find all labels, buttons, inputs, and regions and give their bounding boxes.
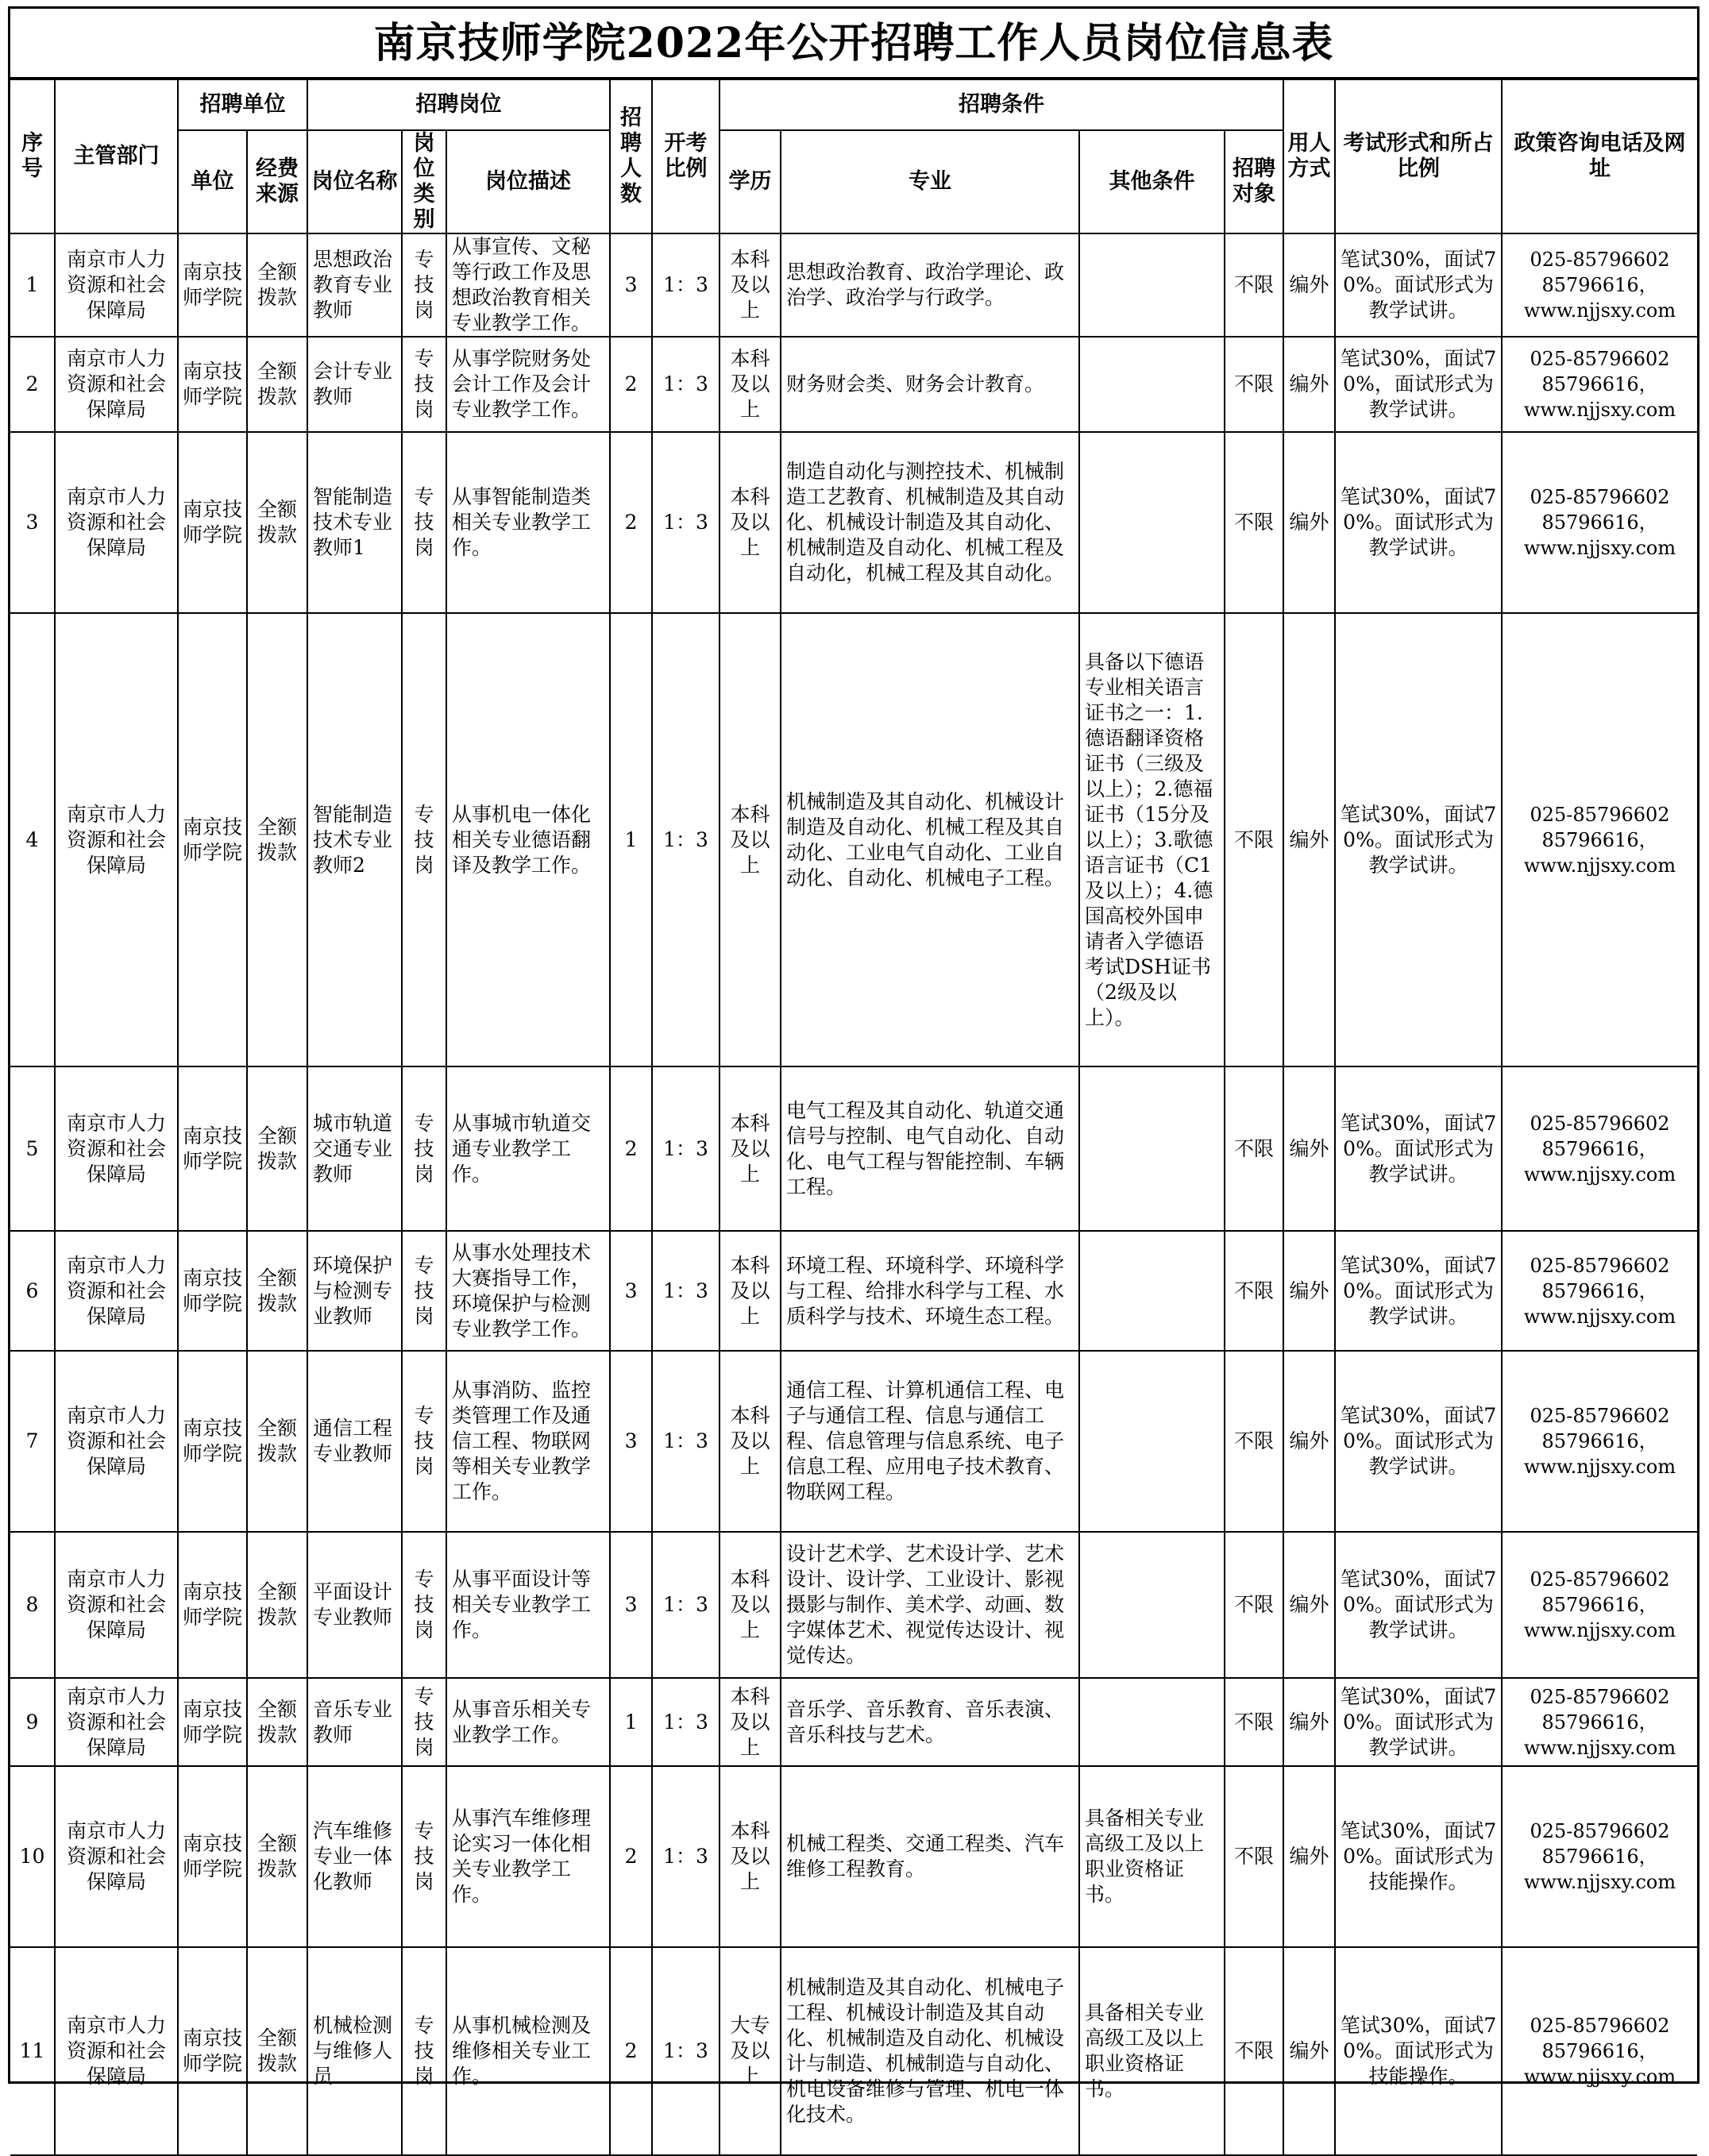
row-ratio: 1：3 [652,432,719,613]
row-phone2: 85796616， [1541,2040,1658,2062]
table-row [10,1947,1697,2155]
header-ratio: 开考比例 [652,79,719,233]
row-exam: 笔试30%，面试70%。面试形式为技能操作。 [1335,1947,1502,2155]
row-dept: 南京市人力资源和社会保障局 [55,337,178,432]
row-post-name: 机械检测与维修人员 [307,1947,402,2155]
row-post-name: 会计专业教师 [307,337,402,432]
row-phone: 025-85796602 [1530,1405,1670,1427]
row-contact [1502,1231,1697,1351]
row-unit: 南京技师学院 [178,1066,247,1231]
row-target: 不限 [1225,1678,1283,1766]
row-other [1079,337,1225,432]
row-seq: 5 [10,1066,55,1231]
row-count: 3 [610,233,652,337]
row-post-desc: 从事音乐相关专业教学工作。 [446,1678,610,1766]
job-table [10,79,1697,2156]
table-row [10,233,1697,337]
row-post-type: 专技岗 [402,1678,446,1766]
page-title: 南京技师学院2022年公开招聘工作人员岗位信息表 [10,9,1697,79]
row-other: 具备相关专业高级工及以上职业资格证书。 [1079,1947,1225,2155]
row-dept: 南京市人力资源和社会保障局 [55,1766,178,1947]
table-row [10,432,1697,613]
row-exam: 笔试30%，面试70%。面试形式为教学试讲。 [1335,1351,1502,1532]
row-dept: 南京市人力资源和社会保障局 [55,1947,178,2155]
row-url[interactable]: www.njjsxy.com [1523,854,1676,877]
row-url[interactable]: www.njjsxy.com [1523,1305,1676,1328]
row-other: 具备以下德语专业相关语言证书之一：1.德语翻译资格证书（三级及以上）；2.德福证书（15分及以上）；3.歌德语言证书（C1及以上）；4.德国高校外国申请者入学德语考试DSH证书（2级及以上）。 [1079,613,1225,1066]
row-post-desc: 从事平面设计等相关专业教学工作。 [446,1532,610,1678]
row-dept: 南京市人力资源和社会保障局 [55,432,178,613]
row-post-desc: 从事汽车维修理论实习一体化相关专业教学工作。 [446,1766,610,1947]
row-post-name: 平面设计专业教师 [307,1532,402,1678]
row-contact [1502,1766,1697,1947]
row-employ: 编外 [1283,1351,1335,1532]
row-dept: 南京市人力资源和社会保障局 [55,1678,178,1766]
row-phone: 025-85796602 [1530,486,1670,508]
row-url[interactable]: www.njjsxy.com [1523,1871,1676,1893]
row-post-type: 专技岗 [402,1766,446,1947]
row-funding: 全额拨款 [247,1231,307,1351]
row-unit: 南京技师学院 [178,1231,247,1351]
table-body [10,233,1697,2155]
row-phone2: 85796616， [1541,1279,1658,1302]
row-count: 2 [610,1066,652,1231]
row-funding: 全额拨款 [247,337,307,432]
row-phone2: 85796616， [1541,1137,1658,1160]
row-exam: 笔试30%，面试70%。面试形式为教学试讲。 [1335,1066,1502,1231]
row-other [1079,1231,1225,1351]
row-funding: 全额拨款 [247,1947,307,2155]
row-count: 2 [610,337,652,432]
row-phone: 025-85796602 [1530,2015,1670,2037]
row-target: 不限 [1225,1231,1283,1351]
row-other [1079,1066,1225,1231]
row-target: 不限 [1225,1351,1283,1532]
row-count: 1 [610,1678,652,1766]
row-unit: 南京技师学院 [178,233,247,337]
row-unit: 南京技师学院 [178,1947,247,2155]
row-contact [1502,1351,1697,1532]
row-phone: 025-85796602 [1530,1685,1670,1708]
row-exam: 笔试30%，面试70%。面试形式为教学试讲。 [1335,1678,1502,1766]
row-contact [1502,233,1697,337]
row-post-type: 专技岗 [402,1947,446,2155]
row-ratio: 1：3 [652,337,719,432]
row-url[interactable]: www.njjsxy.com [1523,537,1676,559]
row-edu: 本科及以上 [719,1678,781,1766]
header-post-name: 岗位名称 [307,130,402,233]
row-funding: 全额拨款 [247,432,307,613]
row-employ: 编外 [1283,1947,1335,2155]
row-edu: 本科及以上 [719,1532,781,1678]
row-edu: 本科及以上 [719,1351,781,1532]
row-phone2: 85796616， [1541,828,1658,851]
row-count: 1 [610,613,652,1066]
row-contact [1502,1532,1697,1678]
row-employ: 编外 [1283,1532,1335,1678]
row-major: 财务财会类、财务会计教育。 [781,337,1079,432]
header-edu: 学历 [719,130,781,233]
header-unit-group: 招聘单位 [178,79,307,130]
row-post-type: 专技岗 [402,337,446,432]
row-other: 具备相关专业高级工及以上职业资格证书。 [1079,1766,1225,1947]
row-major: 设计艺术学、艺术设计学、艺术设计、设计学、工业设计、影视摄影与制作、美术学、动画、数字媒体艺术、视觉传达设计、视觉传达。 [781,1532,1079,1678]
row-ratio: 1：3 [652,233,719,337]
table-row [10,1066,1697,1231]
row-post-name: 通信工程专业教师 [307,1351,402,1532]
header-seq: 序号 [10,79,55,233]
row-post-name: 智能制造技术专业教师1 [307,432,402,613]
row-count: 3 [610,1532,652,1678]
row-target: 不限 [1225,1947,1283,2155]
row-post-name: 汽车维修专业一体化教师 [307,1766,402,1947]
table-row [10,337,1697,432]
row-phone2: 85796616， [1541,373,1658,395]
row-post-name: 城市轨道交通专业教师 [307,1066,402,1231]
row-count: 3 [610,1231,652,1351]
table-row [10,1231,1697,1351]
row-ratio: 1：3 [652,1351,719,1532]
row-seq: 9 [10,1678,55,1766]
row-unit: 南京技师学院 [178,1532,247,1678]
row-dept: 南京市人力资源和社会保障局 [55,1231,178,1351]
row-ratio: 1：3 [652,1678,719,1766]
row-phone2: 85796616， [1541,1846,1658,1868]
row-post-name: 思想政治教育专业教师 [307,233,402,337]
row-post-type: 专技岗 [402,1532,446,1678]
row-major: 音乐学、音乐教育、音乐表演、音乐科技与艺术。 [781,1678,1079,1766]
row-count: 3 [610,1351,652,1532]
row-exam: 笔试30%，面试70%，面试形式为教学试讲。 [1335,337,1502,432]
row-phone2: 85796616， [1541,1594,1658,1616]
row-contact [1502,1947,1697,2155]
table-row [10,613,1697,1066]
row-phone2: 85796616， [1541,511,1658,534]
row-url[interactable]: www.njjsxy.com [1523,1456,1676,1478]
row-major: 机械制造及其自动化、机械电子工程、机械设计制造及其自动化、机械制造及自动化、机械设计与制造、机械制造与自动化、机电设备维修与管理、机电一体化技术。 [781,1947,1079,2155]
row-edu: 本科及以上 [719,337,781,432]
row-exam: 笔试30%，面试70%。面试形式为教学试讲。 [1335,432,1502,613]
table-row [10,1351,1697,1532]
row-phone: 025-85796602 [1530,249,1670,271]
header-post-type: 岗位类别 [402,130,446,233]
row-employ: 编外 [1283,1766,1335,1947]
row-target: 不限 [1225,1066,1283,1231]
row-unit: 南京技师学院 [178,1678,247,1766]
row-funding: 全额拨款 [247,233,307,337]
row-post-type: 专技岗 [402,1066,446,1231]
row-exam: 笔试30%，面试70%。面试形式为教学试讲。 [1335,613,1502,1066]
row-phone: 025-85796602 [1530,1568,1670,1591]
row-contact [1502,613,1697,1066]
row-contact [1502,1678,1697,1766]
row-employ: 编外 [1283,613,1335,1066]
row-major: 机械工程类、交通工程类、汽车维修工程教育。 [781,1766,1079,1947]
row-other [1079,1678,1225,1766]
row-contact [1502,337,1697,432]
row-other [1079,1351,1225,1532]
row-dept: 南京市人力资源和社会保障局 [55,233,178,337]
row-phone: 025-85796602 [1530,1254,1670,1277]
row-phone2: 85796616， [1541,274,1658,296]
row-edu: 本科及以上 [719,432,781,613]
row-funding: 全额拨款 [247,1766,307,1947]
row-post-desc: 从事学院财务处会计工作及会计专业教学工作。 [446,337,610,432]
header-major: 专业 [781,130,1079,233]
row-edu: 本科及以上 [719,1066,781,1231]
row-url[interactable]: www.njjsxy.com [1523,399,1676,421]
row-seq: 4 [10,613,55,1066]
row-post-name: 环境保护与检测专业教师 [307,1231,402,1351]
header-exam: 考试形式和所占比例 [1335,79,1502,233]
header-count: 招聘人数 [610,79,652,233]
header-row-1 [10,79,1697,130]
row-post-type: 专技岗 [402,613,446,1066]
row-unit: 南京技师学院 [178,613,247,1066]
row-major: 思想政治教育、政治学理论、政治学、政治学与行政学。 [781,233,1079,337]
header-employ: 用人方式 [1283,79,1335,233]
table-row [10,1766,1697,1947]
row-post-type: 专技岗 [402,233,446,337]
table-row [10,1678,1697,1766]
row-seq: 10 [10,1766,55,1947]
row-other [1079,1532,1225,1678]
row-employ: 编外 [1283,432,1335,613]
row-seq: 1 [10,233,55,337]
row-edu: 本科及以上 [719,613,781,1066]
row-phone: 025-85796602 [1530,803,1670,826]
row-employ: 编外 [1283,1678,1335,1766]
row-employ: 编外 [1283,233,1335,337]
row-post-desc: 从事智能制造类相关专业教学工作。 [446,432,610,613]
row-major: 电气工程及其自动化、轨道交通信号与控制、电气自动化、自动化、电气工程与智能控制、车辆工程。 [781,1066,1079,1231]
row-target: 不限 [1225,233,1283,337]
row-target: 不限 [1225,1766,1283,1947]
recruitment-sheet [8,6,1699,2126]
row-url[interactable]: www.njjsxy.com [1523,2065,1676,2088]
row-phone: 025-85796602 [1530,348,1670,370]
row-funding: 全额拨款 [247,1066,307,1231]
row-funding: 全额拨款 [247,1678,307,1766]
row-phone2: 85796616， [1541,1430,1658,1452]
header-post-group: 招聘岗位 [307,79,610,130]
row-post-type: 专技岗 [402,1351,446,1532]
row-funding: 全额拨款 [247,613,307,1066]
header-dept: 主管部门 [55,79,178,233]
row-post-name: 智能制造技术专业教师2 [307,613,402,1066]
row-dept: 南京市人力资源和社会保障局 [55,1532,178,1678]
row-edu: 本科及以上 [719,233,781,337]
row-count: 2 [610,432,652,613]
row-exam: 笔试30%，面试70%。面试形式为技能操作。 [1335,1766,1502,1947]
header-target: 招聘对象 [1225,130,1283,233]
row-employ: 编外 [1283,337,1335,432]
row-post-type: 专技岗 [402,1231,446,1351]
row-phone2: 85796616， [1541,1711,1658,1734]
row-exam: 笔试30%，面试70%。面试形式为教学试讲。 [1335,1532,1502,1678]
row-unit: 南京技师学院 [178,1766,247,1947]
header-funding: 经费来源 [247,130,307,233]
row-url[interactable]: www.njjsxy.com [1523,1163,1676,1186]
row-phone: 025-85796602 [1530,1820,1670,1842]
row-seq: 2 [10,337,55,432]
row-other [1079,432,1225,613]
row-dept: 南京市人力资源和社会保障局 [55,1351,178,1532]
row-funding: 全额拨款 [247,1351,307,1532]
row-exam: 笔试30%，面试70%。面试形式为教学试讲。 [1335,233,1502,337]
row-exam: 笔试30%，面试70%。面试形式为教学试讲。 [1335,1231,1502,1351]
row-post-name: 音乐专业教师 [307,1678,402,1766]
row-unit: 南京技师学院 [178,1351,247,1532]
row-edu: 大专及以上 [719,1947,781,2155]
row-ratio: 1：3 [652,1231,719,1351]
row-seq: 6 [10,1231,55,1351]
row-seq: 11 [10,1947,55,2155]
row-ratio: 1：3 [652,1947,719,2155]
row-unit: 南京技师学院 [178,337,247,432]
row-seq: 3 [10,432,55,613]
row-other [1079,233,1225,337]
row-major: 环境工程、环境科学、环境科学与工程、给排水科学与工程、水质科学与技术、环境生态工程。 [781,1231,1079,1351]
row-major: 机械制造及其自动化、机械设计制造及自动化、机械工程及其自动化、工业电气自动化、工业自动化、自动化、机械电子工程。 [781,613,1079,1066]
row-post-desc: 从事机械检测及维修相关专业工作。 [446,1947,610,2155]
row-edu: 本科及以上 [719,1231,781,1351]
row-url[interactable]: www.njjsxy.com [1523,1736,1676,1759]
row-dept: 南京市人力资源和社会保障局 [55,613,178,1066]
row-unit: 南京技师学院 [178,432,247,613]
header-post-desc: 岗位描述 [446,130,610,233]
header-other: 其他条件 [1079,130,1225,233]
row-funding: 全额拨款 [247,1532,307,1678]
row-contact [1502,432,1697,613]
row-employ: 编外 [1283,1066,1335,1231]
row-post-type: 专技岗 [402,432,446,613]
row-target: 不限 [1225,1532,1283,1678]
row-post-desc: 从事宣传、文秘等行政工作及思想政治教育相关专业教学工作。 [446,233,610,337]
row-post-desc: 从事机电一体化相关专业德语翻译及教学工作。 [446,613,610,1066]
row-major: 通信工程、计算机通信工程、电子与通信工程、信息与通信工程、信息管理与信息系统、电子信息工程、应用电子技术教育、物联网工程。 [781,1351,1079,1532]
row-phone: 025-85796602 [1530,1112,1670,1135]
row-url[interactable]: www.njjsxy.com [1523,1619,1676,1641]
row-contact [1502,1066,1697,1231]
row-ratio: 1：3 [652,1532,719,1678]
header-contact: 政策咨询电话及网址 [1502,79,1697,233]
header-cond-group: 招聘条件 [719,79,1283,130]
row-ratio: 1：3 [652,1066,719,1231]
row-ratio: 1：3 [652,1766,719,1947]
table-row [10,1532,1697,1678]
row-count: 2 [610,1947,652,2155]
row-ratio: 1：3 [652,613,719,1066]
row-post-desc: 从事消防、监控类管理工作及通信工程、物联网等相关专业教学工作。 [446,1351,610,1532]
header-unit: 单位 [178,130,247,233]
row-employ: 编外 [1283,1231,1335,1351]
row-target: 不限 [1225,337,1283,432]
row-url[interactable]: www.njjsxy.com [1523,299,1676,322]
row-post-desc: 从事水处理技术大赛指导工作，环境保护与检测专业教学工作。 [446,1231,610,1351]
row-target: 不限 [1225,613,1283,1066]
row-target: 不限 [1225,432,1283,613]
row-dept: 南京市人力资源和社会保障局 [55,1066,178,1231]
row-seq: 8 [10,1532,55,1678]
row-count: 2 [610,1766,652,1947]
row-major: 制造自动化与测控技术、机械制造工艺教育、机械制造及其自动化、机械设计制造及其自动化、机械制造及自动化、机械工程及自动化，机械工程及其自动化。 [781,432,1079,613]
row-edu: 本科及以上 [719,1766,781,1947]
row-seq: 7 [10,1351,55,1532]
row-post-desc: 从事城市轨道交通专业教学工作。 [446,1066,610,1231]
